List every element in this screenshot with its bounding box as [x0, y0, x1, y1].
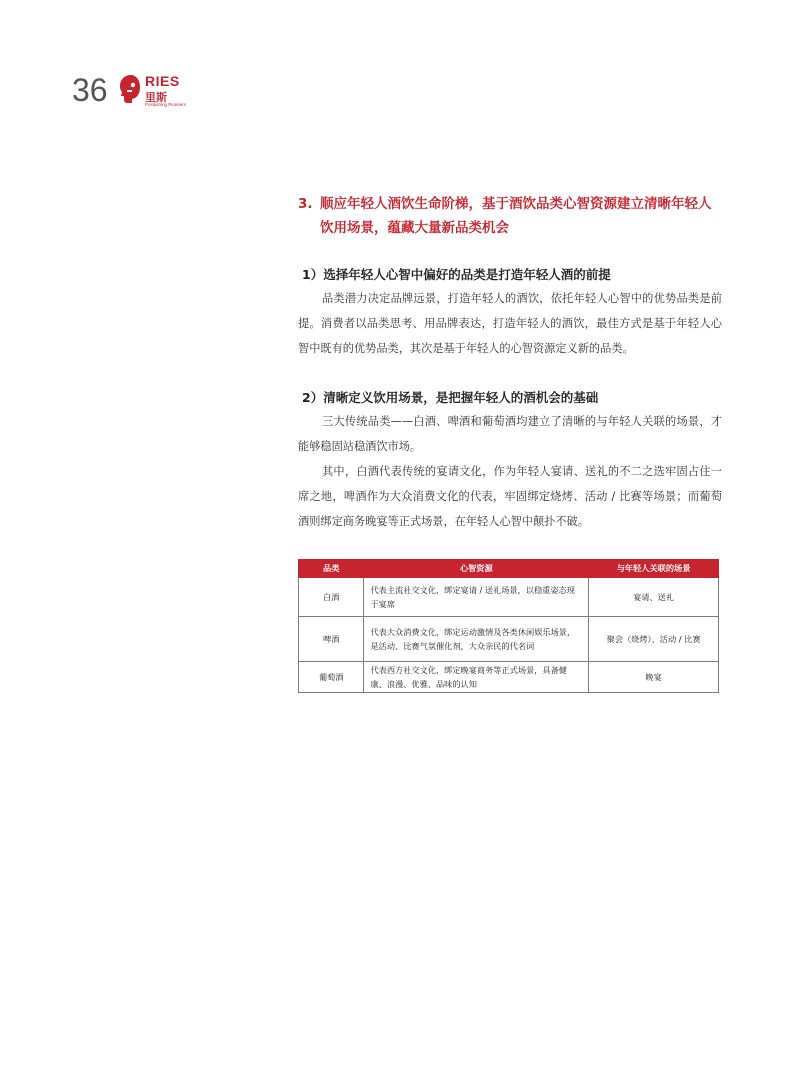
table-header-cell: 心智资源 — [364, 560, 589, 578]
page-number: 36 — [72, 72, 108, 108]
profile-head-logo-icon — [118, 74, 142, 104]
table-cell-category: 葡萄酒 — [299, 662, 364, 693]
table-cell-category: 啤酒 — [299, 617, 364, 662]
main-content — [298, 192, 722, 534]
table-cell-scene: 宴请、送礼 — [589, 578, 719, 617]
table-cell-scene: 晚宴 — [589, 662, 719, 693]
subheading-2: 2）清晰定义饮用场景，是把握年轻人的酒机会的基础 — [302, 390, 599, 405]
logo-text-en: RIES — [145, 73, 180, 89]
table-cell-scene: 聚会（烧烤）、活动 / 比赛 — [589, 617, 719, 662]
table-cell-resource: 代表西方社交文化，绑定晚宴商务等正式场景，具备健康、浪漫、优雅、品味的认知 — [364, 662, 589, 693]
subheading-1: 1）选择年轻人心智中偏好的品类是打造年轻人酒的前提 — [302, 267, 611, 282]
table-row — [299, 662, 719, 693]
section-heading — [298, 192, 722, 240]
logo-text-cn: 里斯 — [145, 91, 167, 104]
table-cell-resource: 代表大众消费文化，绑定运动激情及各类休闲娱乐场景，是活动、比赛气氛催化剂，大众亲民的代名词 — [364, 617, 589, 662]
paragraph-2: 三大传统品类——白酒、啤酒和葡萄酒均建立了清晰的与年轻人关联的场景，才能够稳固站稳酒饮市场。 — [298, 415, 722, 453]
table-cell-resource: 代表主流社交文化，绑定宴请 / 送礼场景，以稳重姿态现于宴席 — [364, 578, 589, 617]
table-header-row — [299, 560, 719, 578]
table-row — [299, 617, 719, 662]
section-title: 顺应年轻人酒饮生命阶梯，基于酒饮品类心智资源建立清晰年轻人饮用场景，蕴藏大量新品类机会 — [320, 196, 712, 236]
table-header-cell: 品类 — [299, 560, 364, 578]
ries-logo — [118, 72, 208, 112]
logo-tagline: Positioning Pioneers — [145, 102, 187, 107]
paragraph-1: 品类潜力决定品牌远景，打造年轻人的酒饮，依托年轻人心智中的优势品类是前提。消费者以品类思考、用品牌表达，打造年轻人的酒饮，最佳方式是基于年轻人心智中既有的优势品类，其次是基于年轻人的心智资源定义新的品类。 — [298, 292, 722, 355]
category-table — [298, 559, 719, 693]
paragraph-3: 其中，白酒代表传统的宴请文化，作为年轻人宴请、送礼的不二之选牢固占住一席之地，啤酒作为大众消费文化的代表，牢固绑定烧烤、活动 / 比赛等场景；而葡萄酒则绑定商务晚宴等正式场景，在年轻人心智中颠扑不破。 — [298, 465, 722, 528]
section-number: 3. — [298, 196, 313, 212]
table-row — [299, 578, 719, 617]
table-header-cell: 与年轻人关联的场景 — [589, 560, 719, 578]
table-cell-category: 白酒 — [299, 578, 364, 617]
